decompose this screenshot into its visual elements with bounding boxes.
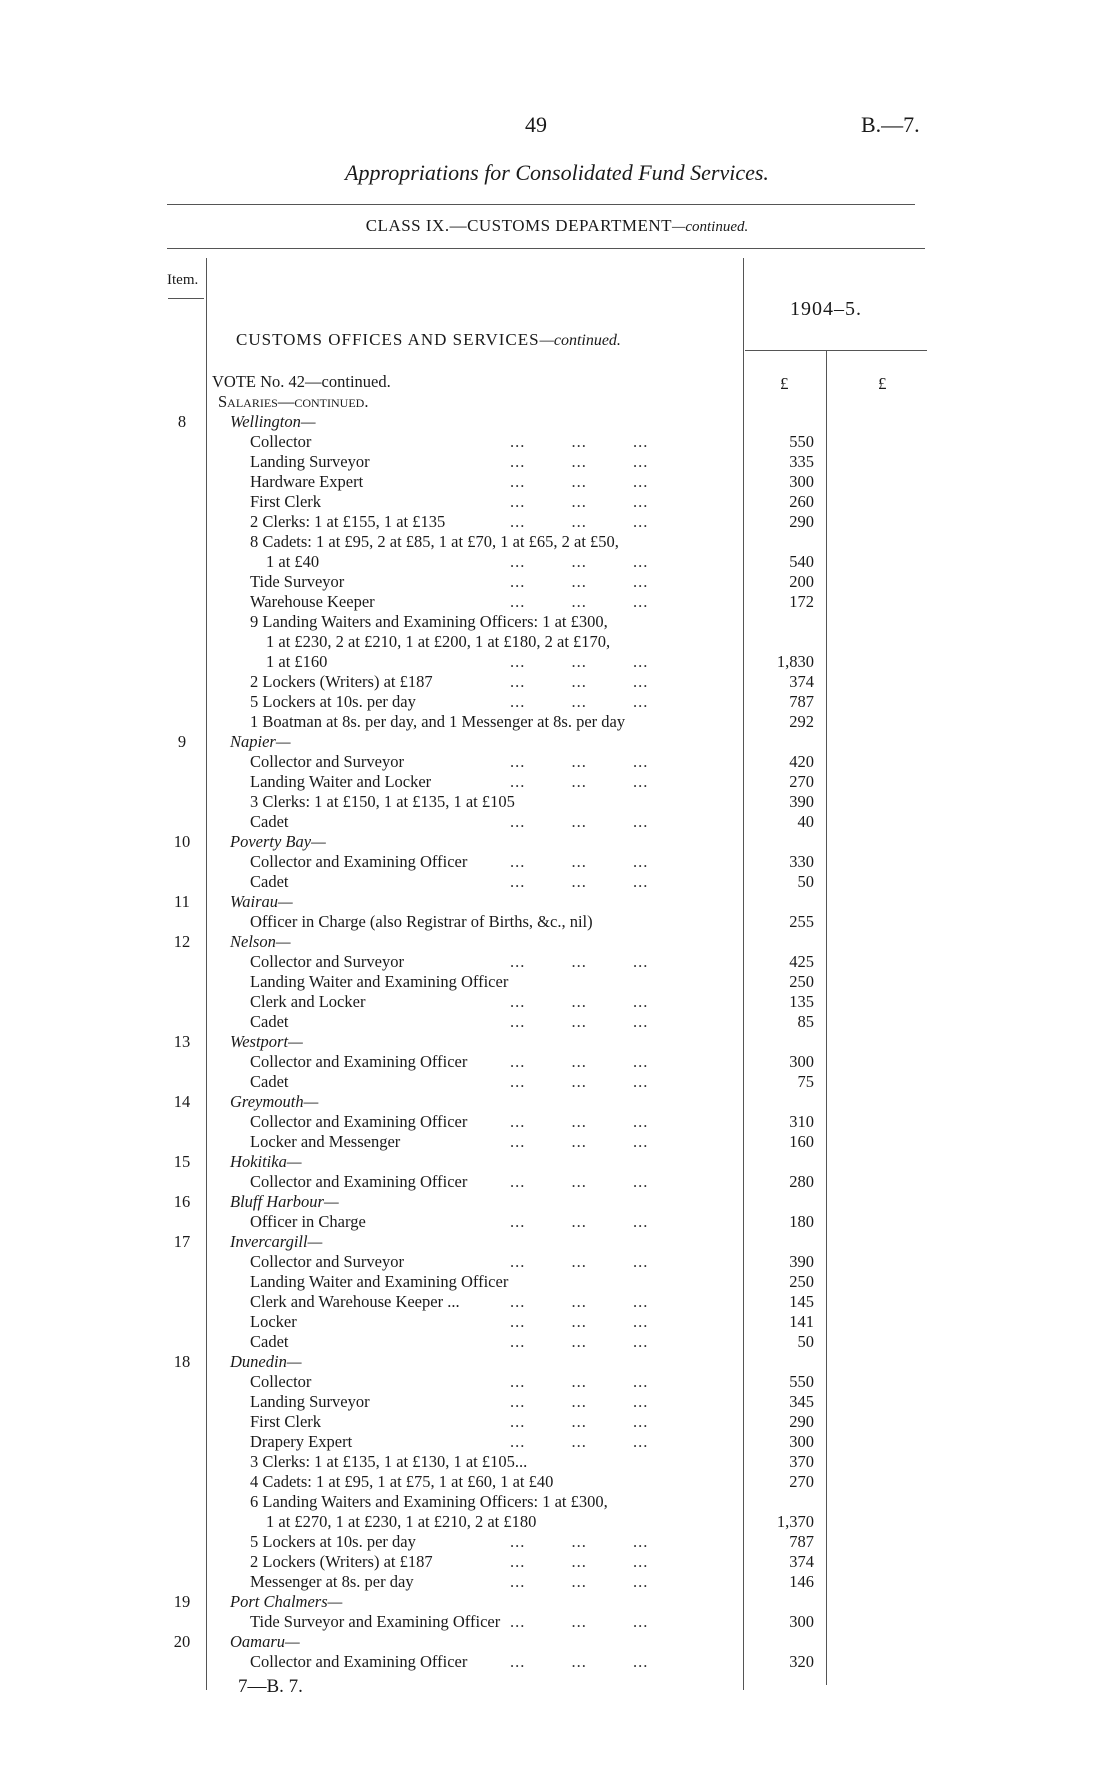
row-description: 5 Lockers at 10s. per day [250, 1532, 416, 1551]
table-row [0, 1492, 1114, 1512]
row-description: Poverty Bay— [230, 832, 326, 851]
row-description: 3 Clerks: 1 at £135, 1 at £130, 1 at £105... [250, 1452, 528, 1471]
amount-value: 390 [789, 1252, 814, 1271]
row-description: 3 Clerks: 1 at £150, 1 at £135, 1 at £105 [250, 792, 515, 811]
leader-dots: ... ... ... [510, 1132, 649, 1151]
table-row [0, 452, 1114, 472]
table-row [0, 672, 1114, 692]
item-number: 18 [173, 1352, 191, 1371]
item-number: 11 [174, 892, 190, 911]
amount-value: 200 [789, 572, 814, 591]
table-row [0, 492, 1114, 512]
table-row [0, 592, 1114, 612]
leader-dots: ... ... ... [510, 952, 649, 971]
table-row [0, 1232, 1114, 1252]
row-description: Collector and Examining Officer [250, 852, 468, 871]
table-row [0, 1652, 1114, 1672]
table-row [0, 412, 1114, 432]
row-description: Locker and Messenger [250, 1132, 401, 1151]
table-row [0, 472, 1114, 492]
row-description: Cadet [250, 872, 289, 891]
row-description: Tide Surveyor [250, 572, 345, 591]
item-number: 12 [173, 932, 191, 951]
row-description: Collector and Surveyor [250, 1252, 404, 1271]
amount-value: 255 [789, 912, 814, 931]
table-row [0, 1132, 1114, 1152]
row-description: VOTE No. 42—continued. [212, 372, 391, 391]
row-description: Oamaru— [230, 1632, 300, 1651]
row-description: Warehouse Keeper [250, 592, 375, 611]
row-description: Collector and Surveyor [250, 952, 404, 971]
section-heading [236, 330, 621, 350]
leader-dots: ... ... ... [510, 672, 649, 691]
table-row [0, 1172, 1114, 1192]
class-rule [167, 248, 925, 249]
table-row [0, 1332, 1114, 1352]
leader-dots: ... ... ... [510, 1072, 649, 1091]
row-description: 2 Lockers (Writers) at £187 [250, 672, 433, 691]
leader-dots: ... ... ... [510, 872, 649, 891]
item-number: 20 [173, 1632, 191, 1651]
table-row [0, 832, 1114, 852]
table-row [0, 1612, 1114, 1632]
class-heading [0, 216, 1114, 236]
amount-value: 374 [789, 672, 814, 691]
row-description: 1 at £270, 1 at £230, 1 at £210, 2 at £180 [266, 1512, 537, 1531]
leader-dots: ... ... ... [510, 1252, 649, 1271]
leader-dots: ... ... ... [510, 1372, 649, 1391]
amount-value: 550 [789, 432, 814, 451]
amount-value: 425 [789, 952, 814, 971]
row-description: Collector [250, 432, 312, 451]
row-description: Dunedin— [230, 1352, 302, 1371]
section-heading-text: CUSTOMS OFFICES AND SERVICES [236, 330, 540, 349]
leader-dots: ... ... ... [510, 852, 649, 871]
row-description: Port Chalmers— [230, 1592, 343, 1611]
leader-dots: ... ... ... [510, 1532, 649, 1551]
table-row [0, 1412, 1114, 1432]
year-header-rule [745, 350, 927, 351]
item-number: 17 [173, 1232, 191, 1251]
amount-value: 145 [789, 1292, 814, 1311]
row-description: Landing Surveyor [250, 452, 370, 471]
class-heading-text: CLASS IX.—CUSTOMS DEPARTMENT [365, 216, 673, 235]
leader-dots: ... ... ... [510, 1212, 649, 1231]
row-description: 2 Clerks: 1 at £155, 1 at £135 [250, 512, 446, 531]
row-description: Landing Waiter and Examining Officer [250, 972, 509, 991]
row-description: 8 Cadets: 1 at £95, 2 at £85, 1 at £70, 1 at £65, 2 at £50, [250, 532, 619, 551]
row-description: 2 Lockers (Writers) at £187 [250, 1552, 433, 1571]
table-row [0, 1012, 1114, 1032]
table-row [0, 392, 1114, 412]
table-row [0, 1512, 1114, 1532]
amount-value: 290 [789, 512, 814, 531]
amount-value: 50 [797, 1332, 814, 1351]
leader-dots: ... ... ... [510, 1332, 649, 1351]
section-heading-suffix: —continued. [539, 332, 621, 349]
table-row [0, 752, 1114, 772]
row-description: Greymouth— [230, 1092, 319, 1111]
amount-value: 160 [789, 1132, 814, 1151]
amount-value: 370 [789, 1452, 814, 1471]
table-row [0, 1632, 1114, 1652]
leader-dots: ... ... ... [510, 1172, 649, 1191]
leader-dots: ... ... ... [510, 1652, 649, 1671]
row-description: Cadet [250, 1332, 289, 1351]
amount-value: 330 [789, 852, 814, 871]
table-row [0, 852, 1114, 872]
table-row [0, 552, 1114, 572]
leader-dots: ... ... ... [510, 492, 649, 511]
item-number: 9 [177, 732, 187, 751]
row-description: Clerk and Locker [250, 992, 366, 1011]
row-description: Officer in Charge [250, 1212, 366, 1231]
leader-dots: ... ... ... [510, 1292, 649, 1311]
document-reference: B.—7. [861, 112, 920, 137]
table-row [0, 1072, 1114, 1092]
table-row [0, 1032, 1114, 1052]
table-row [0, 872, 1114, 892]
item-number: 14 [173, 1092, 191, 1111]
row-description: Napier— [230, 732, 291, 751]
amount-value: 270 [789, 772, 814, 791]
leader-dots: ... ... ... [510, 1552, 649, 1571]
table-row [0, 1092, 1114, 1112]
amount-value: 787 [789, 1532, 814, 1551]
amount-value: 390 [789, 792, 814, 811]
amount-value: 270 [789, 1472, 814, 1491]
table-row [0, 1052, 1114, 1072]
amount-value: 290 [789, 1412, 814, 1431]
amount-value: 180 [789, 1212, 814, 1231]
row-description: Locker [250, 1312, 297, 1331]
amount-value: 300 [789, 472, 814, 491]
amount-value: 260 [789, 492, 814, 511]
page-number: 49 [525, 112, 547, 137]
table-row [0, 1472, 1114, 1492]
table-row [0, 932, 1114, 952]
table-row [0, 1152, 1114, 1172]
leader-dots: ... ... ... [510, 1612, 649, 1631]
row-description: Nelson— [230, 932, 291, 951]
amount-value: 280 [789, 1172, 814, 1191]
item-column-header: Item. [167, 272, 199, 288]
item-number: 15 [173, 1152, 191, 1171]
row-description: Wairau— [230, 892, 293, 911]
table-row [0, 1212, 1114, 1232]
amount-value: 320 [789, 1652, 814, 1671]
row-description: 5 Lockers at 10s. per day [250, 692, 416, 711]
row-description: Tide Surveyor and Examining Officer [250, 1612, 501, 1631]
amount-value: 300 [789, 1612, 814, 1631]
row-description: Officer in Charge (also Registrar of Births, &c., nil) [250, 912, 593, 931]
table-row [0, 952, 1114, 972]
row-description: Collector and Examining Officer [250, 1652, 468, 1671]
amount-value: 292 [789, 712, 814, 731]
row-description: Wellington— [230, 412, 316, 431]
row-description: 1 Boatman at 8s. per day, and 1 Messenger at 8s. per day [250, 712, 626, 731]
leader-dots: ... ... ... [510, 572, 649, 591]
row-description: Hardware Expert [250, 472, 364, 491]
table-row [0, 732, 1114, 752]
table-row [0, 1352, 1114, 1372]
row-description: Landing Waiter and Locker [250, 772, 432, 791]
table-row [0, 1192, 1114, 1212]
table-row [0, 1372, 1114, 1392]
table-row [0, 792, 1114, 812]
year-column-header: 1904–5. [790, 298, 862, 320]
row-description: Cadet [250, 1012, 289, 1031]
top-rule [167, 204, 915, 205]
leader-dots: ... ... ... [510, 1572, 649, 1591]
page-title: Appropriations for Consolidated Fund Services. [345, 160, 769, 185]
leader-dots: ... ... ... [510, 752, 649, 771]
row-description: Cadet [250, 812, 289, 831]
table-row [0, 1572, 1114, 1592]
row-description: Salaries—continued. [218, 392, 369, 411]
row-description: Hokitika— [230, 1152, 302, 1171]
table-row [0, 1592, 1114, 1612]
table-row [0, 1112, 1114, 1132]
table-row [0, 1272, 1114, 1292]
leader-dots: ... ... ... [510, 1052, 649, 1071]
amount-value: 787 [789, 692, 814, 711]
table-row [0, 1392, 1114, 1412]
table-row [0, 712, 1114, 732]
leader-dots: ... ... ... [510, 512, 649, 531]
leader-dots: ... ... ... [510, 1012, 649, 1031]
amount-value: 345 [789, 1392, 814, 1411]
leader-dots: ... ... ... [510, 1392, 649, 1411]
table-row [0, 812, 1114, 832]
leader-dots: ... ... ... [510, 692, 649, 711]
amount-value: 420 [789, 752, 814, 771]
amount-value: 75 [797, 1072, 814, 1091]
amount-value: 146 [789, 1572, 814, 1591]
amount-value: 310 [789, 1112, 814, 1131]
row-description: Drapery Expert [250, 1432, 353, 1451]
table-row [0, 532, 1114, 552]
row-description: Collector and Examining Officer [250, 1052, 468, 1071]
row-description: Collector [250, 1372, 312, 1391]
row-description: 1 at £40 [266, 552, 320, 571]
table-row [0, 1432, 1114, 1452]
item-number: 10 [173, 832, 191, 851]
item-number: 8 [177, 412, 187, 431]
row-description: Landing Surveyor [250, 1392, 370, 1411]
amount-value: 300 [789, 1052, 814, 1071]
leader-dots: ... ... ... [510, 432, 649, 451]
leader-dots: ... ... ... [510, 552, 649, 571]
row-description: Invercargill— [230, 1232, 323, 1251]
amount-value: 250 [789, 972, 814, 991]
leader-dots: ... ... ... [510, 1412, 649, 1431]
row-description: First Clerk [250, 1412, 322, 1431]
table-row [0, 1312, 1114, 1332]
row-description: Landing Waiter and Examining Officer [250, 1272, 509, 1291]
class-heading-suffix: —continued. [672, 219, 749, 235]
leader-dots: ... ... ... [510, 1112, 649, 1131]
table-row [0, 372, 1114, 392]
leader-dots: ... ... ... [510, 472, 649, 491]
table-row [0, 1552, 1114, 1572]
table-row [0, 1452, 1114, 1472]
table-row [0, 632, 1114, 652]
amount-value: 135 [789, 992, 814, 1011]
leader-dots: ... ... ... [510, 652, 649, 671]
table-row [0, 992, 1114, 1012]
amount-value: 540 [789, 552, 814, 571]
item-number: 16 [173, 1192, 191, 1211]
row-description: Collector and Surveyor [250, 752, 404, 771]
item-number: 13 [173, 1032, 191, 1051]
row-description: Messenger at 8s. per day [250, 1572, 414, 1591]
row-description: 6 Landing Waiters and Examining Officers: 1 at £300, [250, 1492, 608, 1511]
currency-symbol-col2: £ [878, 374, 887, 393]
row-description: Collector and Examining Officer [250, 1112, 468, 1131]
table-row [0, 1292, 1114, 1312]
row-description: Clerk and Warehouse Keeper ... [250, 1292, 460, 1311]
currency-symbol-col1: £ [780, 374, 789, 393]
table-row [0, 692, 1114, 712]
amount-value: 1,830 [776, 652, 814, 671]
leader-dots: ... ... ... [510, 1432, 649, 1451]
amount-value: 300 [789, 1432, 814, 1451]
table-row [0, 432, 1114, 452]
amount-value: 40 [797, 812, 814, 831]
table-row [0, 512, 1114, 532]
leader-dots: ... ... ... [510, 452, 649, 471]
amount-value: 374 [789, 1552, 814, 1571]
row-description: Bluff Harbour— [230, 1192, 339, 1211]
table-row [0, 972, 1114, 992]
row-description: Collector and Examining Officer [250, 1172, 468, 1191]
row-description: 1 at £230, 2 at £210, 1 at £200, 1 at £180, 2 at £170, [266, 632, 611, 651]
amount-value: 50 [797, 872, 814, 891]
amount-value: 141 [789, 1312, 814, 1331]
row-description: Cadet [250, 1072, 289, 1091]
page-footer: 7—B. 7. [238, 1676, 303, 1697]
row-description: 4 Cadets: 1 at £95, 1 at £75, 1 at £60, 1 at £40 [250, 1472, 554, 1491]
leader-dots: ... ... ... [510, 1312, 649, 1331]
table-row [0, 1252, 1114, 1272]
table-row [0, 772, 1114, 792]
row-description: Westport— [230, 1032, 303, 1051]
table-row [0, 572, 1114, 592]
table-row [0, 652, 1114, 672]
amount-value: 550 [789, 1372, 814, 1391]
item-number: 19 [173, 1592, 191, 1611]
row-description: 9 Landing Waiters and Examining Officers: 1 at £300, [250, 612, 608, 631]
table-row [0, 912, 1114, 932]
amount-value: 1,370 [776, 1512, 814, 1531]
row-description: First Clerk [250, 492, 322, 511]
amount-value: 250 [789, 1272, 814, 1291]
leader-dots: ... ... ... [510, 812, 649, 831]
leader-dots: ... ... ... [510, 772, 649, 791]
leader-dots: ... ... ... [510, 592, 649, 611]
amount-value: 172 [789, 592, 814, 611]
table-row [0, 612, 1114, 632]
amount-value: 335 [789, 452, 814, 471]
item-header-rule [168, 298, 204, 299]
amount-value: 85 [797, 1012, 814, 1031]
table-row [0, 1532, 1114, 1552]
row-description: 1 at £160 [266, 652, 328, 671]
table-row [0, 892, 1114, 912]
leader-dots: ... ... ... [510, 992, 649, 1011]
